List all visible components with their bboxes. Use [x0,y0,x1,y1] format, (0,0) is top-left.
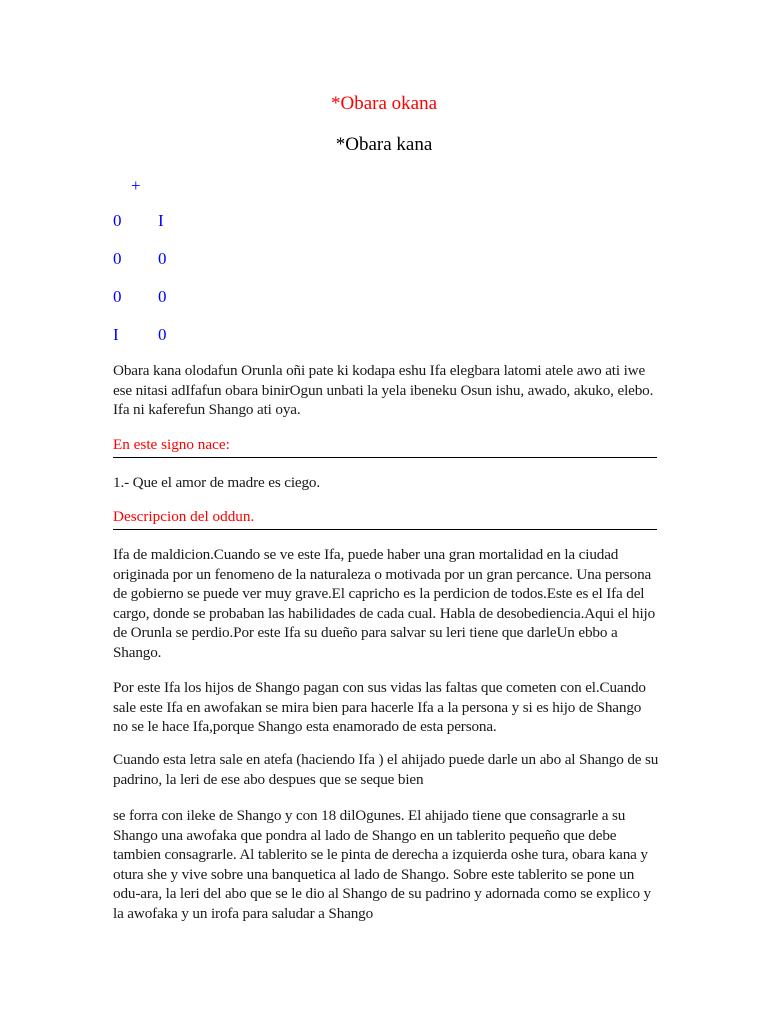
sign-mark-left-2: 0 [113,249,122,268]
section-heading-signo: En este signo nace: [113,435,657,458]
sign-mark-right-3: 0 [158,287,167,306]
descripcion-paragraph-4: se forra con ileke de Shango y con 18 dilOgunes. El ahijado tiene que consagrarle a su Shango una awofaka que pondra al lado de Shango en un tablerito pequeño que debe tambien consagrarle. Al tablerito se le pinta de derecha a izquierda oshe tura, obara kana y otura she y vive sobre una banquetica al lado de Shango. Sobre este tablerito se pone un odu-ara, la leri del abo que se le dio al Shango de su padrino y adornada como se explico y la awofaka y un irofa para saludar a Shango [113,807,651,922]
descripcion-paragraph-1: Ifa de maldicion.Cuando se ve este Ifa, puede haber una gran mortalidad en la ciudad originada por un fenomeno de la naturaleza o motivada por un gran percance. Una persona de gobierno se puede ver muy grave.El capricho es la perdicion de todos.Este es el Ifa del cargo, donde se probaban las habilidades de cada cual. Habla de desobediencia.Aqui el hijo de Orunla se perdio.Por este Ifa su dueño para salvar su leri tiene que darleUn ebbo a Shango. [113,546,656,661]
sign-mark-right-4: 0 [158,325,167,344]
sign-mark-left-4: I [113,325,119,344]
sign-mark-right-1: I [158,211,164,230]
descripcion-paragraph-2: Por este Ifa los hijos de Shango pagan con sus vidas las faltas que cometen con el.Cuando sale este Ifa en awofakan se mira bien para hacerle Ifa a la persona y si es hijo de Shango no se le hace Ifa,porque Shango esta enamorado de esta persona. [113,679,646,735]
sign-mark-left-1: 0 [113,211,122,230]
sign-plus-marker: + [131,176,141,195]
signo-list-item: 1.- Que el amor de madre es ciego. [113,474,321,491]
document-title-black: *Obara kana [335,134,433,155]
document-title-red: *Obara okana [330,93,438,114]
intro-paragraph: Obara kana olodafun Orunla oñi pate ki kodapa eshu Ifa elegbara latomi atele awo ati iwe ese nitasi adIfafun obara binirOgun unbati la yela ibeneku Osun ishu, awado, akuko, elebo. Ifa ni kaferefun Shango ati oya. [113,362,654,418]
sign-mark-left-3: 0 [113,287,122,306]
descripcion-paragraph-3: Cuando esta letra sale en atefa (haciendo Ifa ) el ahijado puede darle un abo al Shango de su padrino, la leri de ese abo despues que se seque bien [113,751,659,788]
section-heading-descripcion: Descripcion del oddun. [113,507,657,530]
sign-mark-right-2: 0 [158,249,167,268]
